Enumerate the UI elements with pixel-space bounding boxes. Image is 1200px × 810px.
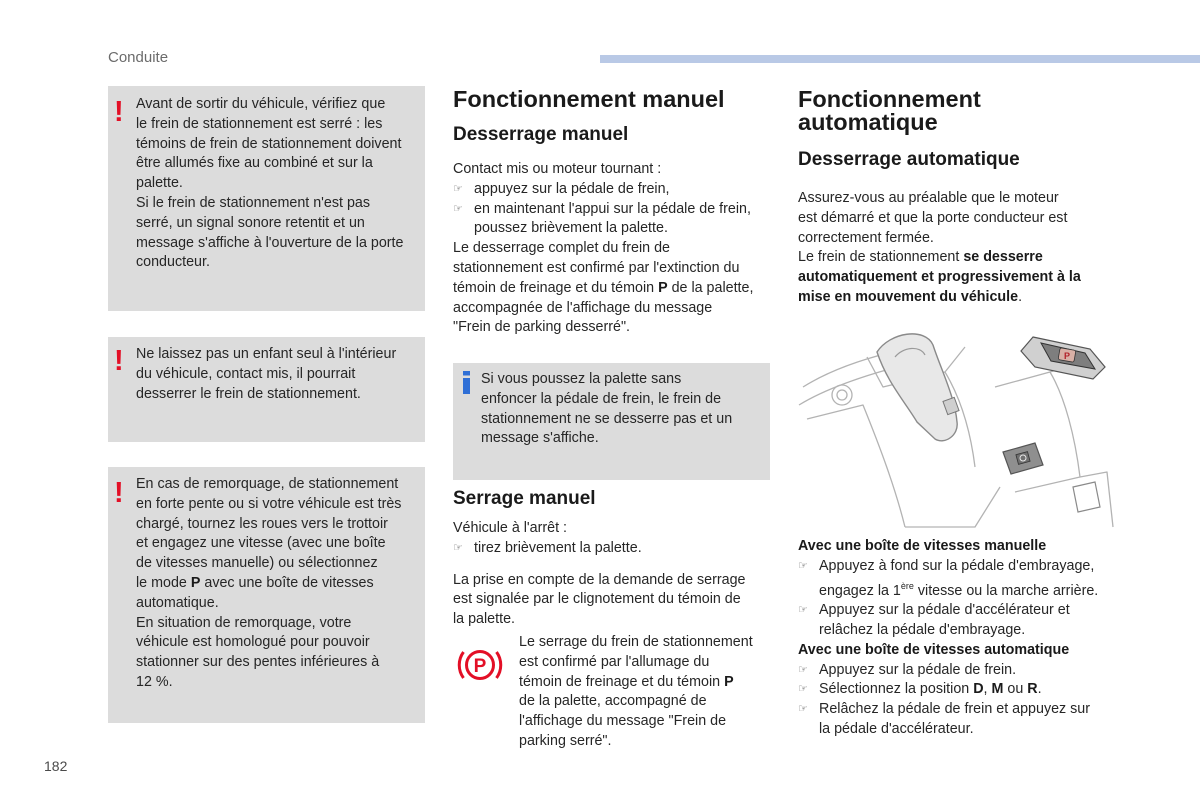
- text-line: Si le frein de stationnement n'est pas: [136, 194, 370, 211]
- text-line: [798, 248, 1118, 268]
- text-line: message s'affiche.: [481, 430, 599, 447]
- text-line: La prise en compte de la demande de serrage: [453, 571, 746, 588]
- superscript: ère: [900, 580, 914, 591]
- text-line: Le desserrage complet du frein de: [453, 240, 670, 257]
- header-bar: [600, 55, 1200, 63]
- text-fragment: automatiquement et progressivement à la: [798, 269, 1081, 286]
- text-line: Appuyez à fond sur la pédale d'embrayage,: [819, 557, 1095, 574]
- text-fragment: Sélectionnez la position: [819, 681, 974, 698]
- heading-text: Avec une boîte de vitesses automatique: [798, 641, 1070, 658]
- apply-paragraph: [453, 571, 773, 630]
- text-line: Avant de sortir du véhicule, vérifiez que: [136, 96, 386, 112]
- paddle-letter: P: [1063, 351, 1071, 361]
- manual-apply-section: [453, 488, 773, 630]
- bullet-icon: ☞: [453, 202, 463, 215]
- text-line: parking serré".: [519, 732, 612, 749]
- text-block: [819, 557, 1118, 601]
- gear-position: D: [973, 681, 984, 698]
- list-item: [798, 557, 1118, 601]
- warning-box-leaving-vehicle: [108, 86, 425, 311]
- text-line: [136, 574, 421, 594]
- gear-position: R: [1027, 681, 1038, 698]
- text-line: palette.: [136, 175, 183, 192]
- bullet-icon: ☞: [453, 182, 463, 195]
- text-fragment: avec une boîte de vitesses: [200, 574, 374, 591]
- text-line: 12 %.: [136, 673, 173, 690]
- warning-icon: !: [114, 96, 124, 128]
- text-line: "Frein de parking desserré".: [453, 319, 631, 336]
- text-fragment: .: [1018, 288, 1023, 305]
- section-label: Conduite: [108, 49, 169, 66]
- text-line: [798, 268, 1118, 288]
- text-line: Véhicule à l'arrêt :: [453, 520, 567, 536]
- text-line: appuyez sur la pédale de frein,: [474, 180, 670, 197]
- info-icon: [463, 371, 470, 394]
- text-line: la pédale d'accélérateur.: [819, 720, 974, 737]
- manual-release-body: [453, 160, 773, 338]
- text-line: automatique.: [136, 594, 219, 611]
- text-line: et engagez une vitesse (avec une boîte: [136, 535, 386, 552]
- manual-gearbox-heading: [798, 537, 1118, 557]
- text-line: poussez brièvement la palette.: [474, 220, 668, 237]
- text-line: stationnement ne se desserre pas et un: [481, 410, 733, 427]
- manual-title: Fonctionnement manuel: [453, 86, 725, 112]
- text-line: le frein de stationnement est serré : les: [136, 115, 383, 132]
- indicator-key: P: [658, 279, 668, 296]
- gear-position: M: [991, 681, 1004, 698]
- text-line: l'affichage du message "Frein de: [519, 713, 727, 730]
- apply-confirmation: [519, 633, 774, 752]
- text-fragment: témoin de freinage et du témoin: [453, 279, 659, 296]
- auto-release-title: Desserrage automatique: [798, 149, 1020, 170]
- text-line: desserrer le frein de stationnement.: [136, 385, 361, 402]
- parking-brake-warning-icon: [456, 646, 504, 684]
- text-line: Relâchez la pédale de frein et appuyez sur: [819, 701, 1091, 718]
- text-line: [519, 673, 774, 693]
- text-fragment: vitesse ou la marche arrière.: [913, 582, 1099, 599]
- bullet-icon: ☞: [798, 683, 808, 696]
- text-fragment: de la palette,: [667, 279, 754, 296]
- text-line: en forte pente ou si votre véhicule est très: [136, 495, 402, 512]
- warning-icon: !: [114, 345, 124, 377]
- text-line: être allumés fixe au combiné et sur la: [136, 155, 373, 172]
- gearbox-instructions: [798, 537, 1118, 740]
- text-line: En cas de remorquage, de stationnement: [136, 476, 399, 492]
- text-line: serré, un signal sonore retentit et un: [136, 214, 365, 231]
- list-item: [798, 700, 1118, 740]
- list-item: [453, 180, 773, 200]
- warning-text: [136, 345, 421, 404]
- bullet-icon: ☞: [453, 541, 463, 554]
- text-line: Ne laissez pas un enfant seul à l'intérieur: [136, 346, 397, 362]
- text-line: conducteur.: [136, 254, 210, 271]
- manual-release-title: Desserrage manuel: [453, 124, 629, 145]
- warning-icon: !: [114, 477, 124, 509]
- text-line: la palette.: [453, 611, 515, 628]
- warning-text: [136, 95, 421, 273]
- indicator-key: P: [724, 673, 734, 690]
- text-fragment: mise en mouvement du véhicule: [798, 288, 1019, 305]
- text-line: tirez brièvement la palette.: [474, 539, 642, 556]
- text-line: Appuyez sur la pédale d'accélérateur et: [819, 602, 1070, 619]
- text-fragment: se desserre: [963, 249, 1043, 266]
- text-line: de vitesses manuelle) ou sélectionnez: [136, 555, 378, 572]
- text-line: message s'affiche à l'ouverture de la porte: [136, 234, 404, 251]
- parking-brake-paddle: [1003, 443, 1043, 474]
- parking-brake-letter: P: [473, 656, 487, 677]
- gear-selector: [877, 334, 959, 441]
- page-number: 182: [44, 758, 68, 774]
- text-line: stationnement est confirmé par l'extinction du: [453, 259, 740, 276]
- text-line: Appuyez sur la pédale de frein.: [819, 661, 1017, 678]
- list-item: [453, 200, 773, 240]
- text-line: de la palette, accompagné de: [519, 693, 707, 710]
- auto-column: [798, 88, 1118, 308]
- auto-gearbox-heading: [798, 641, 1118, 661]
- auto-title-line: automatique: [798, 109, 938, 135]
- heading-text: Avec une boîte de vitesses manuelle: [798, 538, 1047, 554]
- auto-title-line: Fonctionnement: [798, 86, 981, 112]
- text-line: est signalée par le clignotement du témoin de: [453, 591, 741, 608]
- text-line: [798, 288, 1118, 308]
- parking-brake-detail: [1021, 337, 1105, 379]
- text-line: témoins de frein de stationnement doivent: [136, 135, 402, 152]
- text-fragment: ou: [1003, 681, 1028, 698]
- text-line: stationner sur des pentes inférieures à: [136, 654, 380, 671]
- mode-key: P: [190, 574, 201, 591]
- bullet-icon: ☞: [798, 559, 808, 572]
- info-box: [453, 363, 770, 480]
- auto-title: [798, 88, 1118, 134]
- info-text: [481, 370, 762, 449]
- text-line: Le serrage du frein de stationnement: [519, 634, 753, 650]
- text-line: [453, 279, 773, 299]
- manual-apply-title: Serrage manuel: [453, 488, 596, 509]
- list-item: [798, 680, 1118, 700]
- text-line: est démarré et que la porte conducteur est: [798, 209, 1068, 226]
- text-line: en maintenant l'appui sur la pédale de frein,: [474, 200, 751, 217]
- manual-apply-body: [453, 519, 773, 630]
- text-fragment: Le frein de stationnement: [798, 249, 964, 266]
- text-line: Assurez-vous au préalable que le moteur: [798, 190, 1059, 206]
- text-line: véhicule est homologué pour pouvoir: [136, 634, 370, 651]
- text-fragment: ,: [983, 681, 992, 698]
- bullet-icon: ☞: [798, 604, 808, 617]
- console-illustration: [795, 327, 1118, 534]
- text-line: est confirmé par l'allumage du: [519, 653, 710, 670]
- text-fragment: engagez la 1: [819, 582, 901, 599]
- text-fragment: .: [1037, 681, 1042, 698]
- text-block: [474, 200, 773, 240]
- text-block: [819, 680, 1118, 700]
- bullet-icon: ☞: [798, 663, 808, 676]
- warning-box-towing: [108, 467, 425, 723]
- text-line: Contact mis ou moteur tournant :: [453, 161, 662, 177]
- text-line: accompagnée de l'affichage du message: [453, 299, 713, 316]
- list-item: [453, 539, 773, 559]
- manual-column: [453, 88, 773, 338]
- text-fragment: témoin de freinage et du témoin: [519, 673, 725, 690]
- text-line: En situation de remorquage, votre: [136, 614, 352, 631]
- warning-text: [136, 475, 421, 693]
- text-line: enfoncer la pédale de frein, le frein de: [481, 390, 722, 407]
- text-line: chargé, tournez les roues vers le trottoir: [136, 515, 388, 532]
- auto-release-body: [798, 189, 1118, 308]
- text-line: relâchez la pédale d'embrayage.: [819, 621, 1026, 638]
- text-block: [819, 601, 1118, 641]
- list-item: [798, 601, 1118, 641]
- text-fragment: le mode: [136, 574, 191, 591]
- bullet-icon: ☞: [798, 703, 808, 716]
- text-block: [819, 700, 1118, 740]
- warning-box-child: [108, 337, 425, 442]
- text-line: Si vous poussez la palette sans: [481, 371, 682, 387]
- text-line: du véhicule, contact mis, il pourrait: [136, 365, 356, 382]
- text-line: correctement fermée.: [798, 229, 934, 246]
- list-item: [798, 661, 1118, 681]
